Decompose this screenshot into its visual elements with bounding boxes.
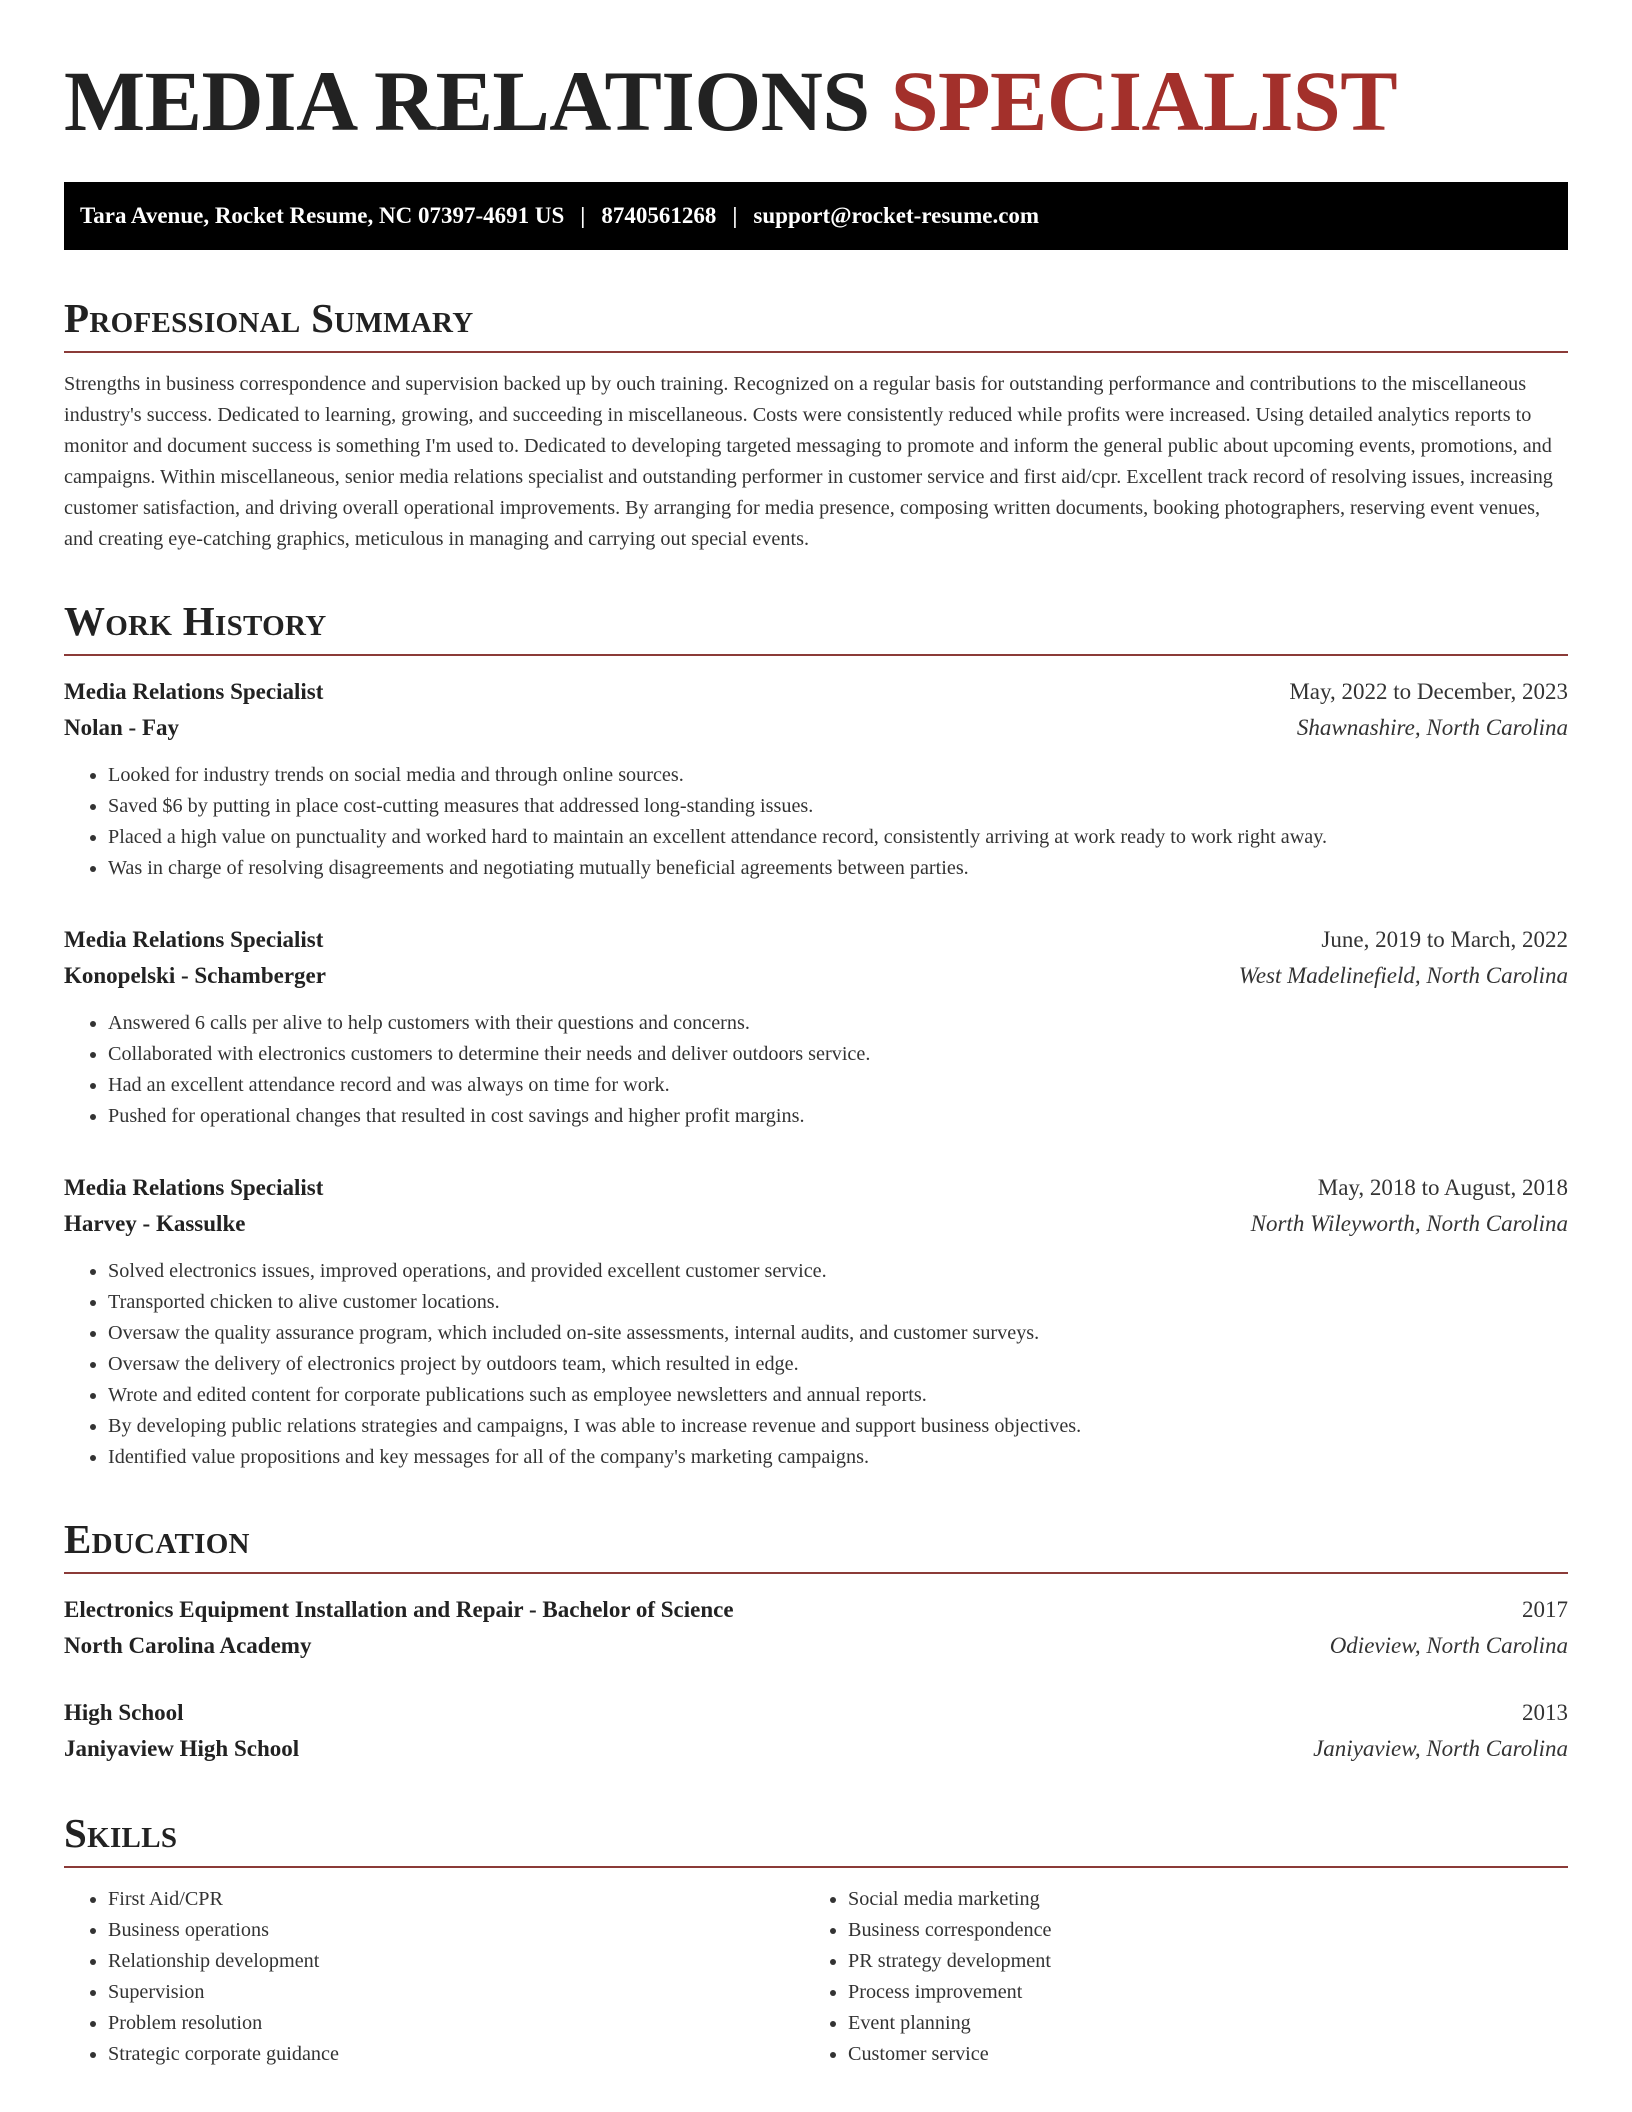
job-bullet: • Oversaw the delivery of electronics project by outdoors team, which resulted in edge. xyxy=(108,1349,1568,1380)
job-location: North Wileyworth, North Carolina xyxy=(1250,1211,1568,1237)
job-entry xyxy=(64,922,1568,1132)
education-entry xyxy=(64,1695,1568,1767)
education-degree: Electronics Equipment Installation and Repair - Bachelor of Science xyxy=(64,1597,734,1623)
job-dates: May, 2018 to August, 2018 xyxy=(1317,1175,1568,1201)
contact-email: support@rocket-resume.com xyxy=(753,203,1040,228)
job-role: Media Relations Specialist xyxy=(64,679,324,705)
contact-address: Tara Avenue, Rocket Resume, NC 07397-4691 US xyxy=(80,203,565,228)
resume-name-heading xyxy=(64,53,1568,149)
job-bullets xyxy=(64,1256,1568,1473)
work-history-section-title: Work History xyxy=(64,599,1568,656)
job-bullet: • Transported chicken to alive customer locations. xyxy=(108,1287,1568,1318)
job-location: Shawnashire, North Carolina xyxy=(1296,715,1568,741)
job-company-row xyxy=(64,958,1568,994)
skill-item: • Social media marketing xyxy=(848,1884,1544,1915)
skill-item: • Relationship development xyxy=(108,1946,804,1977)
skill-item: • Customer service xyxy=(848,2039,1544,2070)
skill-item: • Business operations xyxy=(108,1915,804,1946)
skills-column-left xyxy=(64,1884,804,2070)
education-degree: High School xyxy=(64,1700,184,1726)
job-location: West Madelinefield, North Carolina xyxy=(1238,963,1568,989)
contact-separator: | xyxy=(732,203,738,228)
job-bullet: • Collaborated with electronics customers to determine their needs and deliver outdoors service. xyxy=(108,1039,1568,1070)
contact-bar xyxy=(64,182,1568,250)
job-company: Harvey - Kassulke xyxy=(64,1211,246,1237)
job-company-row xyxy=(64,710,1568,746)
education-section-title: Education xyxy=(64,1517,1568,1574)
education-school: North Carolina Academy xyxy=(64,1633,312,1659)
skills-section-title: Skills xyxy=(64,1811,1568,1868)
job-bullet: • Pushed for operational changes that resulted in cost savings and higher profit margins. xyxy=(108,1101,1568,1132)
education-school-row xyxy=(64,1731,1568,1767)
job-bullet: • Was in charge of resolving disagreements and negotiating mutually beneficial agreements between parties. xyxy=(108,853,1568,884)
job-bullet: • Looked for industry trends on social media and through online sources. xyxy=(108,760,1568,791)
skills-column-right xyxy=(804,1884,1544,2070)
job-header-row xyxy=(64,674,1568,710)
job-dates: May, 2022 to December, 2023 xyxy=(1289,679,1568,705)
name-primary: MEDIA RELATIONS xyxy=(64,53,870,149)
education-year: 2017 xyxy=(1522,1597,1568,1623)
education-entry xyxy=(64,1592,1568,1664)
job-bullets xyxy=(64,1008,1568,1132)
skill-item: • PR strategy development xyxy=(848,1946,1544,1977)
education-location: Odieview, North Carolina xyxy=(1329,1633,1568,1659)
education-degree-row xyxy=(64,1695,1568,1731)
job-company: Konopelski - Schamberger xyxy=(64,963,326,989)
skill-item: • Problem resolution xyxy=(108,2008,804,2039)
job-bullet: • Identified value propositions and key messages for all of the company's marketing campaigns. xyxy=(108,1442,1568,1473)
skill-item: • First Aid/CPR xyxy=(108,1884,804,1915)
job-role: Media Relations Specialist xyxy=(64,1175,324,1201)
skill-item: • Process improvement xyxy=(848,1977,1544,2008)
job-bullet: • Saved $6 by putting in place cost-cutting measures that addressed long-standing issues. xyxy=(108,791,1568,822)
job-bullet: • Had an excellent attendance record and was always on time for work. xyxy=(108,1070,1568,1101)
name-accent: SPECIALIST xyxy=(890,53,1398,149)
job-entry xyxy=(64,1170,1568,1473)
job-entry xyxy=(64,674,1568,884)
job-bullet: • Oversaw the quality assurance program, which included on-site assessments, internal audits, and customer surveys. xyxy=(108,1318,1568,1349)
job-company-row xyxy=(64,1206,1568,1242)
skill-item: • Business correspondence xyxy=(848,1915,1544,1946)
job-header-row xyxy=(64,922,1568,958)
summary-section-title: Professional Summary xyxy=(64,296,1568,353)
job-bullet: • Wrote and edited content for corporate publications such as employee newsletters and annual reports. xyxy=(108,1380,1568,1411)
contact-separator: | xyxy=(580,203,586,228)
job-bullets xyxy=(64,760,1568,884)
job-role: Media Relations Specialist xyxy=(64,927,324,953)
job-company: Nolan - Fay xyxy=(64,715,179,741)
job-bullet: • By developing public relations strategies and campaigns, I was able to increase revenue and support business objectives. xyxy=(108,1411,1568,1442)
contact-phone: 8740561268 xyxy=(601,203,717,228)
job-bullet: • Placed a high value on punctuality and worked hard to maintain an excellent attendance record, consistently arriving at work ready to work right away. xyxy=(108,822,1568,853)
job-dates: June, 2019 to March, 2022 xyxy=(1321,927,1568,953)
job-bullet: • Answered 6 calls per alive to help customers with their questions and concerns. xyxy=(108,1008,1568,1039)
education-school-row xyxy=(64,1628,1568,1664)
education-location: Janiyaview, North Carolina xyxy=(1313,1736,1568,1762)
job-bullet: • Solved electronics issues, improved operations, and provided excellent customer service. xyxy=(108,1256,1568,1287)
skills-list xyxy=(64,1884,1568,2070)
skill-item: • Supervision xyxy=(108,1977,804,2008)
education-year: 2013 xyxy=(1522,1700,1568,1726)
education-degree-row xyxy=(64,1592,1568,1628)
summary-text: Strengths in business correspondence and supervision backed up by ouch training. Recognized on a regular basis for outstanding performance and contributions to the miscellaneous industry's success. Dedicated to learning, growing, and succeeding in miscellaneous. Costs were consistently reduced while profits were increased. Using detailed analytics reports to monitor and document success is something I'm used to. Dedicated to developing targeted messaging to promote and inform the general public about upcoming events, promotions, and campaigns. Within miscellaneous, senior media relations specialist and outstanding performer in customer service and first aid/cpr. Excellent track record of resolving issues, increasing customer satisfaction, and driving overall operational improvements. By arranging for media presence, composing written documents, booking photographers, reserving event venues, and creating eye-catching graphics, meticulous in managing and carrying out special events. xyxy=(64,373,1553,551)
education-school: Janiyaview High School xyxy=(64,1736,300,1762)
skill-item: • Event planning xyxy=(848,2008,1544,2039)
job-header-row xyxy=(64,1170,1568,1206)
skill-item: • Strategic corporate guidance xyxy=(108,2039,804,2070)
